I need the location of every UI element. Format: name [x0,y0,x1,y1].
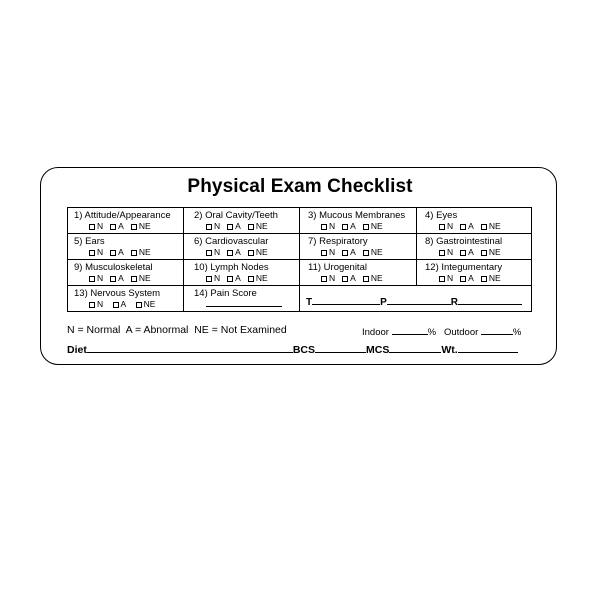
pulse-field[interactable] [387,295,451,305]
temperature-field[interactable] [312,295,380,305]
exam-item [300,234,417,260]
checkbox-normal[interactable] [89,250,95,256]
checkbox-abnormal[interactable] [110,224,116,230]
checkbox-not-examined[interactable] [131,250,137,256]
exam-row [68,208,532,234]
checkbox-normal[interactable] [89,224,95,230]
exam-item-options: N A NE [184,273,299,283]
exam-item-options: N A NE [184,247,299,257]
exam-item [68,208,184,234]
exam-item-label: 11) Urogenital [308,262,367,273]
exam-item-label: 8) Gastrointestinal [425,236,503,247]
checkbox-normal[interactable] [439,224,445,230]
exam-item-options: N A NE [68,221,183,231]
checkbox-not-examined[interactable] [248,250,254,256]
checkbox-abnormal[interactable] [227,250,233,256]
respiration-field[interactable] [458,295,522,305]
exam-item-options: N A NE [184,221,299,231]
footer-row: Diet BCS MCS Wt. [67,343,518,356]
checkbox-abnormal[interactable] [227,276,233,282]
checkbox-not-examined[interactable] [131,224,137,230]
exam-item-options: N A NE [417,247,531,257]
checkbox-not-examined[interactable] [363,250,369,256]
checkbox-normal[interactable] [439,276,445,282]
exam-item [300,208,417,234]
exam-row [68,260,532,286]
exam-item-label: 2) Oral Cavity/Teeth [194,210,278,221]
exam-row [68,234,532,260]
checkbox-abnormal[interactable] [342,250,348,256]
checkbox-not-examined[interactable] [481,276,487,282]
checkbox-normal[interactable] [89,276,95,282]
exam-item [417,260,532,286]
exam-item-label: 4) Eyes [425,210,458,221]
indoor-field[interactable] [392,325,428,335]
exam-item-options: N A NE [300,221,416,231]
exam-item-label: 6) Cardiovascular [194,236,269,247]
exam-item-label: 5) Ears [74,236,105,247]
pain-score-field[interactable] [206,306,282,307]
checkbox-abnormal[interactable] [460,276,466,282]
checkbox-abnormal[interactable] [110,276,116,282]
exam-item-options: N A NE [68,299,183,309]
exam-item-label: 3) Mucous Membranes [308,210,406,221]
checkbox-normal[interactable] [89,302,95,308]
checkbox-abnormal[interactable] [113,302,119,308]
checkbox-normal[interactable] [206,224,212,230]
checkbox-normal[interactable] [321,250,327,256]
weight-field[interactable] [458,343,518,353]
checkbox-abnormal[interactable] [227,224,233,230]
checkbox-normal[interactable] [439,250,445,256]
exam-item-label: 13) Nervous System [74,288,161,299]
checkbox-abnormal[interactable] [342,276,348,282]
vitals-cell [300,286,532,312]
checkbox-abnormal[interactable] [342,224,348,230]
mcs-field[interactable] [389,343,441,353]
exam-item-options: N A NE [300,273,416,283]
checkbox-not-examined[interactable] [363,224,369,230]
exam-item-options: N A NE [417,273,531,283]
exam-item-label: 14) Pain Score [194,288,257,299]
checkbox-abnormal[interactable] [110,250,116,256]
exam-item [417,208,532,234]
exam-item-pain-score [184,286,300,312]
exam-item-label: 9) Musculoskeletal [74,262,153,273]
bcs-field[interactable] [315,343,366,353]
environment-row: Indoor % Outdoor % [362,327,522,338]
exam-item-options: N A NE [68,247,183,257]
checkbox-abnormal[interactable] [460,224,466,230]
legend: N = Normal A = Abnormal NE = Not Examined [67,324,287,336]
diet-field[interactable] [87,343,293,353]
exam-item [300,260,417,286]
checkbox-not-examined[interactable] [136,302,142,308]
checkbox-abnormal[interactable] [460,250,466,256]
exam-item-label: 7) Respiratory [308,236,368,247]
exam-item-label: 1) Attitude/Appearance [74,210,171,221]
outdoor-field[interactable] [481,325,513,335]
checkbox-normal[interactable] [206,276,212,282]
checkbox-not-examined[interactable] [363,276,369,282]
exam-row-nervous [68,286,532,312]
exam-item-label: 10) Lymph Nodes [194,262,269,273]
checkbox-not-examined[interactable] [248,276,254,282]
checkbox-normal[interactable] [321,224,327,230]
checkbox-not-examined[interactable] [481,224,487,230]
exam-item [68,234,184,260]
page-title: Physical Exam Checklist [187,176,413,197]
exam-item-nervous-system [68,286,184,312]
exam-item [68,260,184,286]
exam-item [184,208,300,234]
exam-item-options: N A NE [417,221,531,231]
checkbox-not-examined[interactable] [248,224,254,230]
exam-item [417,234,532,260]
checkbox-normal[interactable] [206,250,212,256]
exam-item [184,260,300,286]
exam-item-label: 12) Integumentary [425,262,503,273]
exam-item-options: N A NE [300,247,416,257]
checkbox-not-examined[interactable] [481,250,487,256]
checkbox-not-examined[interactable] [131,276,137,282]
exam-grid [67,207,532,312]
exam-item-options: N A NE [68,273,183,283]
exam-item [184,234,300,260]
checkbox-normal[interactable] [321,276,327,282]
vitals-fields: T P R [306,295,522,308]
